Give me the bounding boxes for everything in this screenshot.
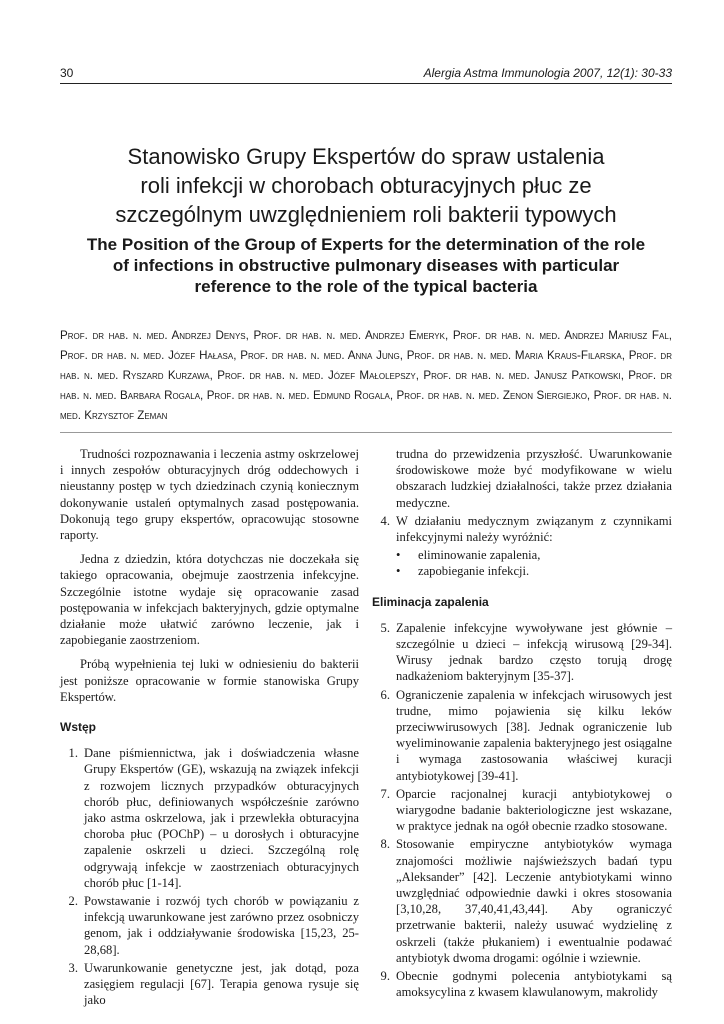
section-divider [60,432,672,433]
title-polish [60,142,672,229]
section-heading-eliminacja: Eliminacja zapalenia [372,594,489,609]
journal-citation: Alergia Astma Immunologia 2007, 12(1): 30-33 [423,66,672,80]
header-rule [60,83,672,84]
right-column [372,446,672,1003]
item-text: Oparcie racjonalnej kuracji antybiotykowej o wiarygodne badanie bakteriologiczne jest wskazane, w praktyce jednak na ogół obecnie rzadko stosowane. [396,786,672,834]
title-english [60,234,672,297]
item-text: Stosowanie empiryczne antybiotyków wymaga znajomości możliwie najświeższych badań typu „Aleksander” [42]. Leczenie antybiotykami winno uwzględniać odpowiednie dawki i okres stosowania [3,10,28, 37,40,41,43,44]. Aby ograniczyć przetrwanie bakterii, należy usuwać wydzielinę z oskrzeli (także płukaniem) i ewentualnie podawać antybiotyk dwoma drogami: ogólnie i wziewnie. [396,837,672,965]
running-header [60,66,672,82]
numbered-list [60,745,359,1008]
list-item [60,960,359,1009]
item-text: W działaniu medycznym związanym z czynnikami infekcyjnymi należy wyróżnić: [396,513,672,545]
item-number: 3. [68,960,78,975]
list-item [372,687,672,784]
item-number: 9. [380,969,390,984]
list-item [372,620,672,685]
item-text: Powstawanie i rozwój tych chorób w powiązaniu z infekcją uwarunkowane jest zarówno przez osobniczy genom, jak i oddziaływanie środowiska [15,23, 25-28,68]. [84,894,359,957]
list-item [372,836,672,966]
bullet-icon: • [396,548,401,563]
title-polish-line: roli infekcji w chorobach obturacyjnych płuc ze [140,173,592,198]
item-text: Uwarunkowanie genetyczne jest, jak dotąd, poza zasięgiem regulacji [67]. Terapia genowa rysuje się jako [84,960,359,1008]
bullet-text: eliminowanie zapalenia, [418,548,541,563]
item-number: 6. [380,687,390,702]
title-polish-line: Stanowisko Grupy Ekspertów do spraw ustalenia [127,144,605,169]
bullet-list [372,547,672,579]
section-heading-wstep: Wstęp [60,720,96,735]
bullet-item [372,547,672,563]
list-item [372,513,672,545]
item-text: Dane piśmiennictwa, jak i doświadczenia własne Grupy Ekspertów (GE), wskazują na związek infekcji z rozwojem licznych przypadków obturacyjnych chorób płuc, definiowanych współcześnie zarówno jako astma oskrzelowa, jak i przewlekła obturacyjna choroba płuc (POChP) – u dorosłych i obturacyjne zapalenie oskrzeli u dzieci. Szczególną rolę odgrywają infekcje w zaostrzeniach obturacyjnych chorób płuc [1-14]. [84,746,359,890]
item-number: 1. [68,746,78,761]
title-english-line: reference to the role of the typical bacteria [194,277,538,296]
title-english-line: of infections in obstructive pulmonary diseases with particular [112,256,620,275]
title-english-line: The Position of the Group of Experts for the determination of the role [86,235,646,254]
item-text: Obecnie godnymi polecenia antybiotykami są amoksycylina z kwasem klawulanowym, makrolidy [396,969,672,1000]
intro-paragraph: Próbą wypełnienia tej luki w odniesieniu do bakterii jest poniższe opracowanie w formie stanowiska Grupy Ekspertów. [60,657,359,704]
item-number: 5. [380,620,390,635]
item-number: 8. [380,837,390,852]
numbered-list [372,620,672,1001]
item-text: Ograniczenie zapalenia w infekcjach wirusowych jest trudne, mimo pojawienia się kilku leków przeciwwirusowych [38]. Jednak ograniczenie lub wyeliminowanie zapalenia bakteryjnego jest osiągalne i wymaga zastosowania właściwej kuracji antybiotykowej [39-41]. [396,687,672,783]
title-polish-line: szczególnym uwzględnieniem roli bakterii typowych [115,202,617,227]
list-item [372,786,672,835]
bullet-item [372,563,672,579]
list-item [372,968,672,1000]
bullet-text: zapobieganie infekcji. [418,564,530,579]
intro-paragraph: Trudności rozpoznawania i leczenia astmy oskrzelowej i innych zespołów obturacyjnych dróg oddechowych i nieustanny postęp w tych dziedzinach czynią koniecznym dokonywanie ustaleń optymalnych zasad postępowania. Dokonują tego grupy ekspertów, opracowując stosowne raporty. [60,447,359,543]
left-column [60,446,359,1011]
author-list: Prof. dr hab. n. med. Andrzej Denys, Prof. dr hab. n. med. Andrzej Emeryk, Prof. dr hab. n. med. Andrzej Mariusz Fal, Prof. dr hab. n. med. Józef Hałasa, Prof. dr hab. n. med. Anna Jung, Prof. dr hab. n. med. Maria Kraus-Filarska, Prof. dr hab. n. med. Ryszard Kurzawa, Prof. dr hab. n. med. Józef Małolepszy, Prof. dr hab. n. med. Janusz Patkowski, Prof. dr hab. n. med. Barbara Rogala, Prof. dr hab. n. med. Edmund Rogala, Prof. dr hab. n. med. Zenon Siergiejko, Prof. dr hab. n. med. Krzysztof Zeman [60,329,672,422]
item-number: 7. [380,786,390,801]
continued-paragraph: trudna do przewidzenia przyszłość. Uwarunkowanie środowiskowe może być modyfikowane w wielu obszarach ludzkiej działalności, także przez działania medyczne. [396,447,672,510]
list-item [60,745,359,891]
page-number: 30 [60,66,74,80]
list-item [60,893,359,958]
numbered-list [372,513,672,545]
item-number: 4. [380,513,390,528]
item-number: 2. [68,894,78,909]
intro-paragraph: Jedna z dziedzin, która dotychczas nie doczekała się takiego opracowania, obejmuje zaostrzenia infekcyjne. Szczególnie istotne wydaje się opracowanie zasad postępowania w infekcjach bakteryjnych, gdzie optymalne działanie może ułatwić zarówno leczenie, jak i zapobieganie zaostrzeniom. [60,552,359,648]
item-text: Zapalenie infekcyjne wywoływane jest głównie – szczególnie u dzieci – infekcją wirusową [29-34]. Wirusy jednak bardzo często torują drogę nadkażeniom bakteryjnym [35-37]. [396,620,672,684]
bullet-icon: • [396,564,401,579]
